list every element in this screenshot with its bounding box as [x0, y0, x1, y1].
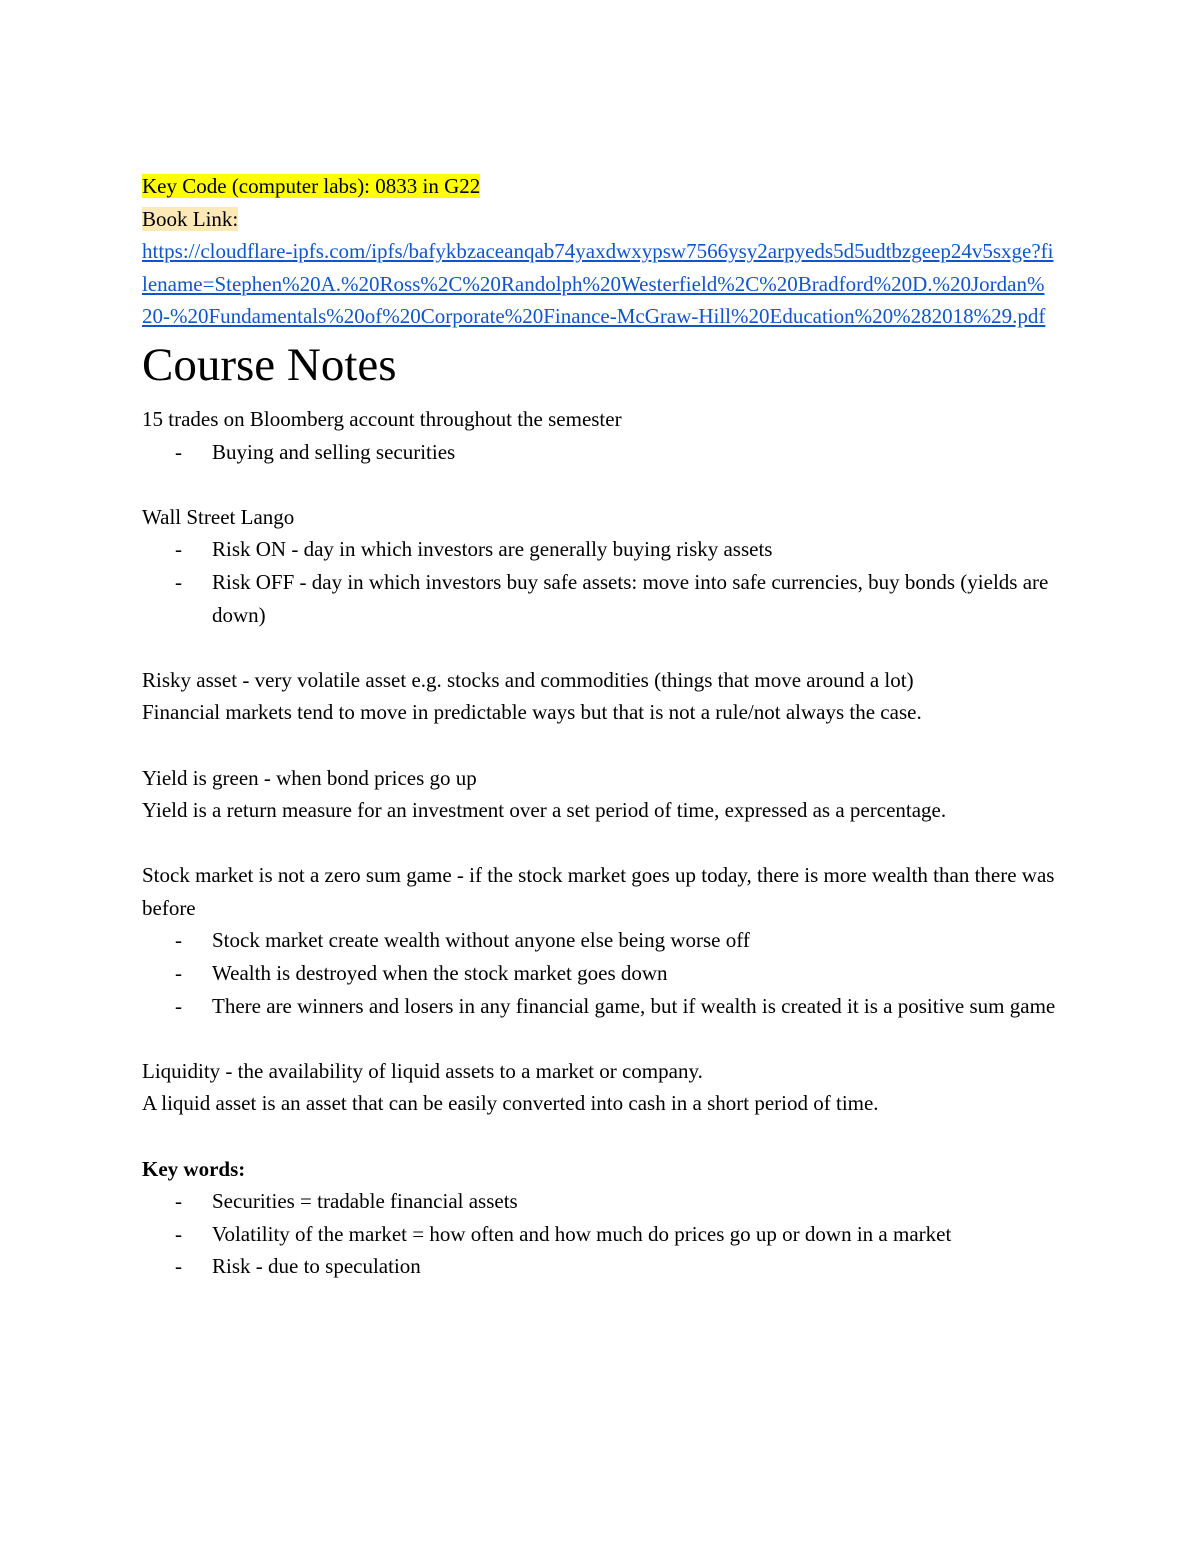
- page-title: Course Notes: [142, 338, 397, 391]
- paragraph-line: 15 trades on Bloomberg account throughout the semester: [142, 406, 622, 431]
- spacer: [142, 1022, 1062, 1055]
- section-stock-market: [142, 859, 1062, 1022]
- paragraph-line: A liquid asset is an asset that can be easily converted into cash in a short period of time.: [142, 1091, 879, 1116]
- bullet-list: [142, 924, 1062, 1022]
- list-item: [142, 1218, 1062, 1251]
- list-item: [142, 924, 1062, 957]
- paragraph-line: Risky asset - very volatile asset e.g. stocks and commodities (things that move around a lot): [142, 667, 914, 692]
- bullet-list: [142, 533, 1062, 631]
- list-item-text: Risk - due to speculation: [212, 1254, 421, 1279]
- paragraph-line: Liquidity - the availability of liquid assets to a market or company.: [142, 1058, 703, 1083]
- key-code-line: [142, 170, 1062, 203]
- key-code-text: Key Code (computer labs): 0833 in G22: [142, 174, 481, 198]
- bullet-list: [142, 436, 1062, 469]
- book-link-label: Book Link:: [142, 206, 239, 231]
- section-yield: [142, 762, 1062, 827]
- list-item-text: Securities = tradable financial assets: [212, 1189, 518, 1214]
- section-heading: Key words:: [142, 1156, 246, 1181]
- section-wall-street-lango: [142, 501, 1062, 631]
- list-item: [142, 566, 1062, 631]
- section-key-words: [142, 1153, 1062, 1283]
- list-item-text: Wealth is destroyed when the stock market goes down: [212, 961, 668, 986]
- bullet-list: [142, 1185, 1062, 1283]
- bullet-dash: -: [175, 1221, 182, 1246]
- spacer: [142, 827, 1062, 860]
- list-item-text: Risk ON - day in which investors are generally buying risky assets: [212, 537, 773, 562]
- bullet-dash: -: [175, 439, 182, 464]
- bullet-dash: -: [175, 1254, 182, 1279]
- list-item: [142, 990, 1062, 1023]
- list-item-text: Stock market create wealth without anyone else being worse off: [212, 928, 750, 953]
- list-item-text: There are winners and losers in any financial game, but if wealth is created it is a positive sum game: [212, 993, 1056, 1018]
- bullet-dash: -: [175, 569, 182, 594]
- section-risky-asset: [142, 664, 1062, 729]
- list-item-text: Buying and selling securities: [212, 439, 456, 464]
- list-item-text: Risk OFF - day in which investors buy safe assets: move into safe currencies, buy bonds (yields are down): [212, 569, 1049, 627]
- bullet-dash: -: [175, 993, 182, 1018]
- bullet-dash: -: [175, 537, 182, 562]
- spacer: [142, 729, 1062, 762]
- list-item: [142, 1185, 1062, 1218]
- book-link[interactable]: https://cloudflare-ipfs.com/ipfs/bafykbzaceanqab74yaxdwxypsw7566ysy2arpyeds5d5udtbzgeep24v5sxge?filename=Stephen%20A.%20Ross%2C%20Randolph%20Westerfield%2C%20Bradford%20D.%20Jordan%20-%20Fundamentals%20of%20Corporate%20Finance-McGraw-Hill%20Education%20%282018%29.pdf: [142, 239, 1054, 329]
- bullet-dash: -: [175, 928, 182, 953]
- spacer: [142, 468, 1062, 501]
- list-item: [142, 436, 1062, 469]
- paragraph-line: Stock market is not a zero sum game - if the stock market goes up today, there is more wealth than there was before: [142, 863, 1055, 920]
- paragraph-line: Yield is a return measure for an investment over a set period of time, expressed as a percentage.: [142, 798, 947, 823]
- paragraph-line: Yield is green - when bond prices go up: [142, 765, 477, 790]
- paragraph-line: Financial markets tend to move in predictable ways but that is not a rule/not always the case.: [142, 700, 922, 725]
- spacer: [142, 1120, 1062, 1153]
- document-content: [142, 170, 1062, 1283]
- spacer: [142, 631, 1062, 664]
- book-link-label-line: [142, 203, 1062, 236]
- section-trades: [142, 403, 1062, 468]
- list-item-text: Volatility of the market = how often and how much do prices go up or down in a market: [212, 1221, 952, 1246]
- list-item: [142, 533, 1062, 566]
- list-item: [142, 957, 1062, 990]
- bullet-dash: -: [175, 961, 182, 986]
- list-item: [142, 1250, 1062, 1283]
- section-liquidity: [142, 1055, 1062, 1120]
- paragraph-line: Wall Street Lango: [142, 504, 295, 529]
- bullet-dash: -: [175, 1189, 182, 1214]
